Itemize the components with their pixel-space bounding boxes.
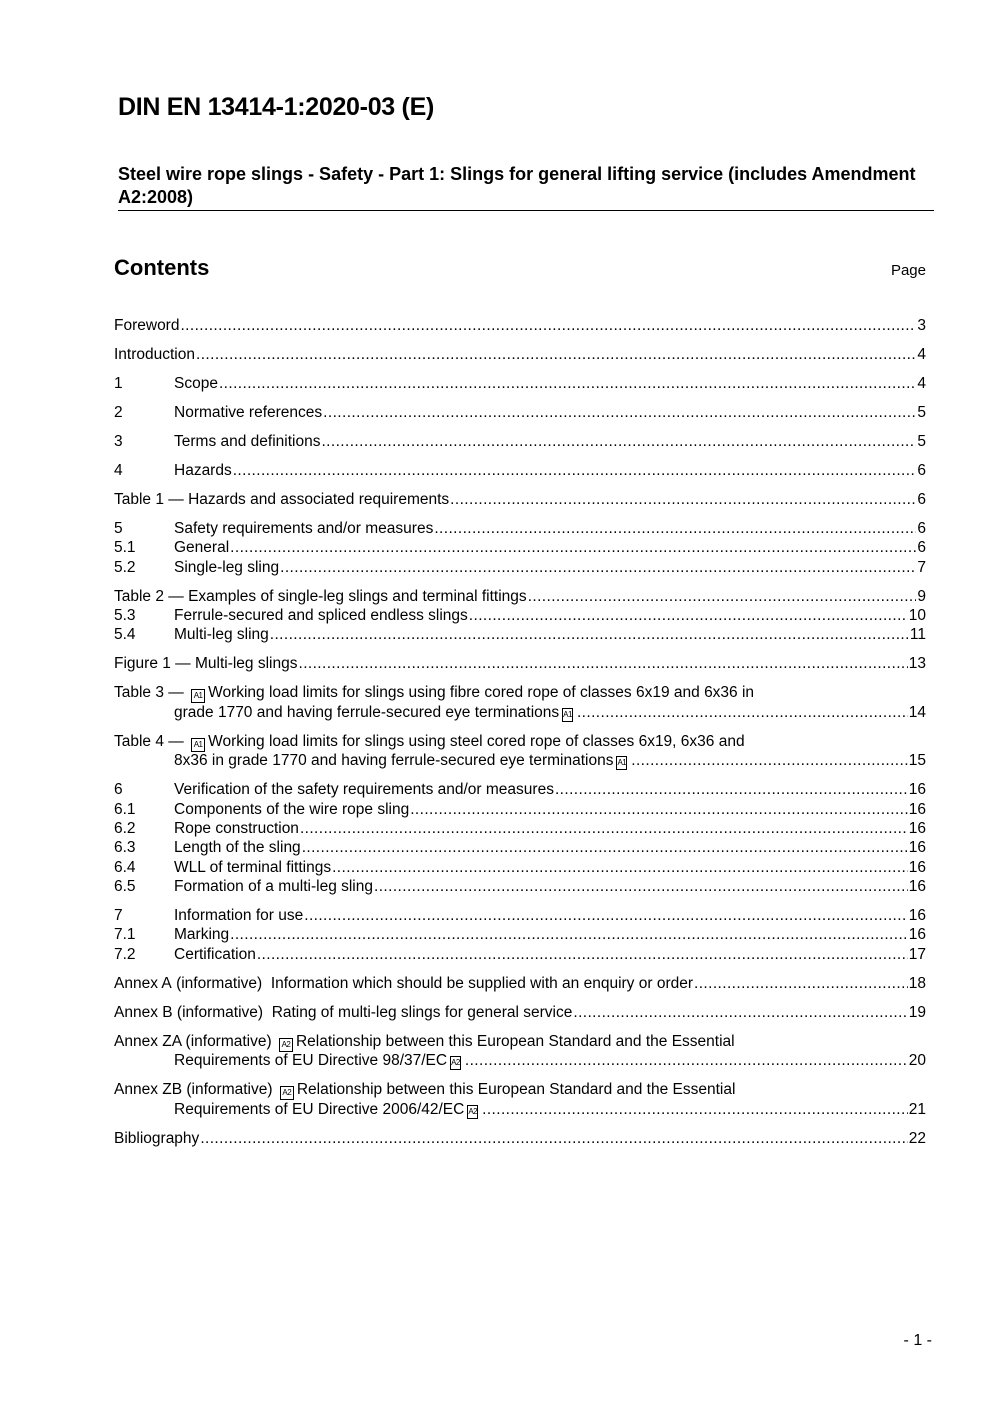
toc-entry-continuation xyxy=(114,751,926,770)
page-number: - 1 - xyxy=(903,1332,932,1349)
toc-entry-continuation xyxy=(114,1051,926,1070)
toc-entry-informative: (informative) xyxy=(176,974,263,992)
amendment-open-marker-icon: A1 xyxy=(191,689,205,703)
toc-entry-number: 5.4 xyxy=(114,626,136,644)
toc-entry[interactable] xyxy=(114,732,926,771)
toc-entry[interactable] xyxy=(114,1032,926,1071)
toc-entry-text: Hazards xyxy=(174,461,232,479)
toc-leader-dots xyxy=(321,432,916,451)
toc-entry-number: 6.2 xyxy=(114,819,136,837)
toc-entry-page: 16 xyxy=(908,781,926,799)
toc-entry-text: Terms and definitions xyxy=(174,432,321,450)
toc-entry-text: Working load limits for slings using fibre cored rope of classes 6x19 and 6x36 in xyxy=(208,684,755,702)
toc-entry[interactable] xyxy=(114,1003,926,1022)
toc-entry-number: 6.3 xyxy=(114,839,136,857)
toc-leader-dots xyxy=(270,625,909,644)
toc-entry-page: 16 xyxy=(908,878,926,896)
toc-entry[interactable] xyxy=(114,558,926,577)
toc-entry-prefix: Annex A xyxy=(114,974,172,992)
toc-entry-page: 14 xyxy=(908,703,926,721)
toc-entry-page: 6 xyxy=(917,461,926,479)
amendment-close-marker-icon: A1 xyxy=(562,708,573,722)
toc-entry-informative: (informative) xyxy=(185,1032,272,1050)
toc-entry-text-continued: 8x36 in grade 1770 and having ferrule-secured eye terminations xyxy=(174,752,614,770)
toc-leader-dots xyxy=(528,587,917,606)
toc-entry-page: 6 xyxy=(917,490,926,508)
toc-entry-text-continued: Requirements of EU Directive 2006/42/EC xyxy=(174,1100,465,1118)
toc-entry-text-continued: grade 1770 and having ferrule-secured eye terminations xyxy=(174,703,560,721)
toc-entry-page: 16 xyxy=(908,907,926,925)
toc-entry-text: General xyxy=(174,539,230,557)
toc-entry[interactable] xyxy=(114,606,926,625)
page-column-label: Page xyxy=(890,262,926,279)
toc-entry-text: Length of the sling xyxy=(174,839,301,857)
toc-leader-dots xyxy=(469,606,908,625)
toc-entry-prefix: Annex ZB xyxy=(114,1081,183,1099)
toc-leader-dots xyxy=(230,538,916,557)
toc-entry-page: 18 xyxy=(908,974,926,992)
toc-entry-page: 10 xyxy=(908,607,926,625)
toc-leader-dots xyxy=(304,906,908,925)
toc-entry-text: Certification xyxy=(174,945,256,963)
toc-entry-number: 2 xyxy=(114,403,123,421)
toc-entry-number: 7.2 xyxy=(114,945,136,963)
amendment-open-marker-icon: A2 xyxy=(279,1038,293,1052)
toc-entry-text: Table 2 — Examples of single-leg slings and terminal fittings xyxy=(114,587,527,605)
toc-entry[interactable] xyxy=(114,654,926,673)
toc-entry-page: 6 xyxy=(917,539,926,557)
toc-entry[interactable] xyxy=(114,780,926,799)
toc-entry-page: 3 xyxy=(917,317,926,334)
toc-entry-prefix: Annex ZA xyxy=(114,1032,182,1050)
toc-entry[interactable] xyxy=(114,374,926,393)
toc-entry-number: 6 xyxy=(114,781,123,799)
toc-entry-first-line xyxy=(114,732,926,751)
amendment-close-marker-icon: A2 xyxy=(450,1056,461,1070)
toc-entry[interactable] xyxy=(114,683,926,722)
toc-leader-dots xyxy=(300,819,908,838)
toc-entry-prefix: Table 4 — xyxy=(114,732,184,750)
toc-entry-page: 5 xyxy=(917,432,926,450)
toc-leader-dots xyxy=(482,1100,908,1119)
toc-entry-text: Safety requirements and/or measures xyxy=(174,519,434,537)
toc-entry-page: 19 xyxy=(908,1003,926,1021)
toc-entry[interactable] xyxy=(114,877,926,896)
toc-entry-text: Bibliography xyxy=(114,1129,200,1147)
toc-entry-text: Figure 1 — Multi-leg slings xyxy=(114,655,298,673)
toc-entry-number: 5.2 xyxy=(114,558,136,576)
toc-entry[interactable] xyxy=(114,838,926,857)
toc-entry[interactable] xyxy=(114,1080,926,1119)
toc-entry-informative: (informative) xyxy=(186,1081,273,1099)
toc-entry-text: Introduction xyxy=(114,345,195,363)
toc-leader-dots xyxy=(573,1003,907,1022)
toc-leader-dots xyxy=(196,345,916,364)
toc-entry-page: 15 xyxy=(908,752,926,770)
toc-entry-text: WLL of terminal fittings xyxy=(174,858,332,876)
toc-leader-dots xyxy=(555,780,908,799)
toc-leader-dots xyxy=(465,1051,908,1070)
toc-entry-page: 13 xyxy=(908,655,926,673)
toc-entry[interactable] xyxy=(114,906,926,925)
toc-entry-informative: (informative) xyxy=(176,1003,264,1021)
toc-entry-page: 11 xyxy=(909,626,926,644)
toc-entry-prefix: Annex B xyxy=(114,1003,173,1021)
toc-entry-text-continued: Requirements of EU Directive 98/37/EC xyxy=(174,1052,448,1070)
toc-entry-number: 6.1 xyxy=(114,800,136,818)
toc-leader-dots xyxy=(332,858,908,877)
toc-entry[interactable] xyxy=(114,625,926,644)
toc-leader-dots xyxy=(434,519,916,538)
toc-entry-text: Normative references xyxy=(174,403,323,421)
toc-entry[interactable] xyxy=(114,800,926,819)
toc-entry[interactable] xyxy=(114,519,926,538)
toc-leader-dots xyxy=(180,316,916,335)
toc-entry-prefix: Table 3 — xyxy=(114,684,184,702)
toc-entry-page: 16 xyxy=(908,819,926,837)
amendment-close-marker-icon: A2 xyxy=(467,1105,478,1119)
toc-entry-text: Relationship between this European Standard and the Essential xyxy=(295,1032,735,1050)
toc-entry-text: Scope xyxy=(174,374,218,392)
toc-entry-text: Information which should be supplied with an enquiry or order xyxy=(270,974,694,992)
toc-entry[interactable] xyxy=(114,925,926,944)
document-title: DIN EN 13414-1:2020-03 (E) xyxy=(118,93,434,121)
toc-leader-dots xyxy=(577,703,908,722)
toc-entry-page: 16 xyxy=(908,858,926,876)
toc-leader-dots xyxy=(374,877,908,896)
toc-entry[interactable] xyxy=(114,316,926,335)
toc-leader-dots xyxy=(219,374,916,393)
toc-entry-number: 1 xyxy=(114,374,123,392)
toc-entry-first-line xyxy=(114,1032,926,1051)
toc-leader-dots xyxy=(302,838,908,857)
toc-entry[interactable] xyxy=(114,490,926,509)
toc-leader-dots xyxy=(410,800,908,819)
toc-leader-dots xyxy=(280,558,916,577)
title-rule xyxy=(118,210,934,211)
toc-entry-text: Verification of the safety requirements and/or measures xyxy=(174,781,554,799)
toc-entry[interactable] xyxy=(114,858,926,877)
toc-leader-dots xyxy=(631,751,908,770)
toc-entry-text: Information for use xyxy=(174,907,304,925)
toc-entry-page: 5 xyxy=(917,403,926,421)
toc-leader-dots xyxy=(323,403,916,422)
toc-entry-page: 4 xyxy=(917,374,926,392)
toc-leader-dots xyxy=(200,1129,907,1148)
toc-entry-text: Multi-leg sling xyxy=(174,626,269,644)
toc-entry[interactable] xyxy=(114,461,926,480)
contents-heading: Contents xyxy=(114,255,210,280)
toc-entry-text: Ferrule-secured and spliced endless slings xyxy=(174,607,468,625)
toc-leader-dots xyxy=(233,461,917,480)
toc-entry-text: Relationship between this European Standard and the Essential xyxy=(296,1081,736,1099)
amendment-close-marker-icon: A1 xyxy=(616,756,627,770)
toc-leader-dots xyxy=(450,490,916,509)
toc-entry-number: 6.5 xyxy=(114,878,136,896)
toc-entry-number: 4 xyxy=(114,461,123,479)
toc-entry-number: 5.3 xyxy=(114,607,136,625)
table-of-contents xyxy=(114,316,926,1148)
toc-entry[interactable] xyxy=(114,403,926,422)
toc-entry-number: 5.1 xyxy=(114,539,136,557)
toc-entry-text: Marking xyxy=(174,926,230,944)
toc-entry-number: 3 xyxy=(114,432,123,450)
toc-entry-text: Foreword xyxy=(114,317,180,334)
toc-entry-text: Single-leg sling xyxy=(174,558,280,576)
toc-entry[interactable] xyxy=(114,538,926,557)
toc-entry-continuation xyxy=(114,703,926,722)
document-subtitle: Steel wire rope slings - Safety - Part 1: Slings for general lifting service (includes Amendment A2:2008) xyxy=(118,164,916,207)
toc-leader-dots xyxy=(694,974,908,993)
toc-entry-page: 17 xyxy=(908,945,926,963)
toc-entry-page: 22 xyxy=(908,1129,926,1147)
toc-entry-text: Table 1 — Hazards and associated requirements xyxy=(114,490,450,508)
toc-entry-page: 20 xyxy=(908,1052,926,1070)
amendment-open-marker-icon: A2 xyxy=(280,1086,294,1100)
toc-entry-first-line xyxy=(114,683,926,702)
toc-entry[interactable] xyxy=(114,587,926,606)
toc-entry[interactable] xyxy=(114,945,926,964)
toc-leader-dots xyxy=(257,945,908,964)
toc-entry-text: Components of the wire rope sling xyxy=(174,800,410,818)
toc-entry[interactable] xyxy=(114,345,926,364)
toc-entry-first-line xyxy=(114,1080,926,1099)
toc-entry-number: 7.1 xyxy=(114,926,136,944)
toc-entry-number: 7 xyxy=(114,907,123,925)
toc-entry-number: 5 xyxy=(114,519,123,537)
toc-entry[interactable] xyxy=(114,1129,926,1148)
toc-leader-dots xyxy=(230,925,908,944)
amendment-open-marker-icon: A1 xyxy=(191,738,205,752)
toc-entry-text: Working load limits for slings using steel cored rope of classes 6x19, 6x36 and xyxy=(208,732,745,750)
toc-entry-page: 6 xyxy=(917,519,926,537)
toc-entry-number: 6.4 xyxy=(114,858,136,876)
toc-entry-page: 16 xyxy=(908,839,926,857)
toc-entry-page: 9 xyxy=(917,587,926,605)
toc-leader-dots xyxy=(298,654,907,673)
toc-entry-text: Rating of multi-leg slings for general service xyxy=(271,1003,573,1021)
toc-entry-page: 16 xyxy=(908,800,926,818)
toc-entry[interactable] xyxy=(114,974,926,993)
toc-entry-text: Rope construction xyxy=(174,819,299,837)
toc-entry[interactable] xyxy=(114,432,926,451)
toc-entry-page: 7 xyxy=(917,558,926,576)
toc-entry-continuation xyxy=(114,1100,926,1119)
toc-entry-page: 21 xyxy=(908,1100,926,1118)
toc-entry-page: 4 xyxy=(917,345,926,363)
toc-entry[interactable] xyxy=(114,819,926,838)
toc-entry-text: Formation of a multi-leg sling xyxy=(174,878,373,896)
toc-entry-page: 16 xyxy=(908,926,926,944)
